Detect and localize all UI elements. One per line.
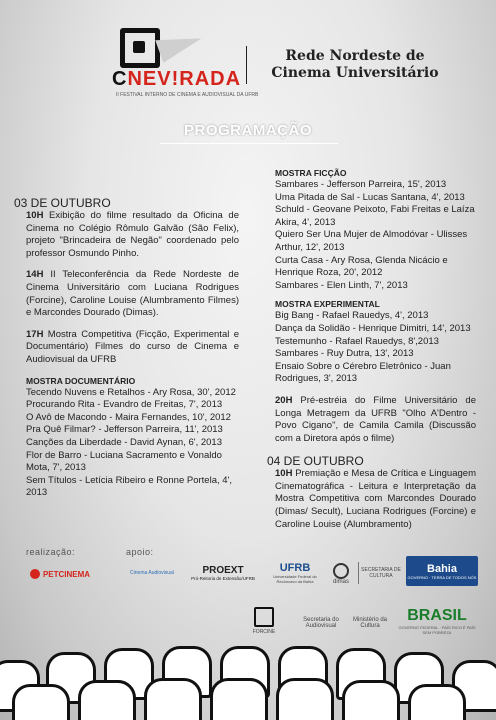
day-heading: 04 DE OUTUBRO [267, 454, 364, 469]
brasil-logo: BRASIL GOVERNO FEDERAL · PAÍS RICO É PAÍS SEM POBREZA [398, 607, 476, 635]
list-item: Pra Quê Filmar? - Jefferson Parreira, 11', 2013 [26, 424, 223, 436]
list-item: Flor de Barro - Luciana Sacramento e Vonaldo Mota, 7', 2013 [26, 449, 222, 474]
day-heading: 03 DE OUTUBRO [14, 196, 111, 210]
rede-nordeste-title: Rede Nordeste de Cinema Universitário [271, 48, 439, 81]
forcine-icon [254, 607, 274, 627]
event-block: 20H Pré-estréia do Filme Universitário de Longa Metragem da UFRB "Olho A'Dentro - Povo Cigano", de Camila Camila (Discussão com a Diretora após o filme) [275, 394, 476, 444]
list-item: Uma Pitada de Sal - Lucas Santana, 4', 2013 [275, 191, 465, 203]
header-divider [246, 46, 247, 84]
list-item: Big Bang - Rafael Rauedys, 4', 2013 [275, 310, 429, 322]
petcinema-logo: PETCINEMA [26, 562, 94, 586]
list-item: Sambares - Elen Linth, 7', 2013 [275, 279, 408, 291]
list-item: Quiero Ser Una Mujer de Almodóvar - Ulisses Arthur, 12', 2013 [275, 229, 468, 253]
list-item: Sem Títulos - Letícia Ribeiro e Ronne Portela, 4', 2013 [26, 474, 232, 499]
list-item: O Avô de Macondo - Maira Fernandes, 10', 2012 [26, 411, 231, 423]
cinema-seats-illustration [0, 640, 496, 720]
cinevirada-logo [112, 24, 259, 104]
list-item: Sambares - Jefferson Parreira, 15', 2013 [275, 179, 447, 190]
realizacao-label: realização: [26, 547, 76, 557]
list-item: Procurando Rita - Evandro de Freitas, 7', 2013 [26, 399, 223, 411]
forcine-logo: FORCINE [244, 604, 284, 638]
event-block: 17H Mostra Competitiva (Ficção, Experimental e Documentário) Filmes do curso de Cinema e Audiovisual da UFRB [26, 328, 239, 365]
list-item: Curta Casa - Ary Rosa, Glenda Nicácio e Henrique Roza, 20', 2012 [275, 254, 448, 279]
list-item: Testemunho - Rafael Rauedys, 8',2013 [275, 335, 439, 347]
cine-audiovisual-logo: Cinema Audiovisual [130, 570, 174, 576]
bahia-logo: Bahia GOVERNO · TERRA DE TODOS NÓS [406, 556, 478, 586]
event-block: 14H II Teleconferência da Rede Nordeste de Cinema Universitário com Luciana Rodrigues (Forcine), Caroline Louise (Alumbramento Filmes) e Marcondes Dourado (Dimas). [26, 269, 239, 319]
logo-subtitle: II FESTIVAL INTERNO DE CINEMA E AUDIOVISUAL DA UFRB [116, 92, 259, 98]
list-item: Dança da Solidão - Henrique Dimitri, 14', 2013 [275, 322, 471, 334]
cultura-logo: Ministério da Cultura [352, 617, 387, 629]
ufrb-logo: UFRB Universidade Federal do Recôncavo da Bahia [273, 562, 317, 584]
dimas-logo: dimas [328, 560, 354, 588]
secult-logo: SECRETARIA DE CULTURA [358, 562, 403, 584]
logo-wordmark: CNEV!RADA [112, 68, 242, 90]
list-item: Sambares - Ruy Dutra, 13', 2013 [275, 348, 414, 360]
event-block: 10H Exibição do filme resultado da Oficina de Cinema no Colégio Rômulo Galvão (São Felix), projeto "Brincadeira de Negão" coordenado pelo professor Osmundo Pinho. [26, 210, 239, 259]
camera-icon [120, 28, 160, 68]
section-heading: MOSTRA EXPERIMENTAL [275, 299, 380, 310]
list-item: Ensaio Sobre o Cérebro Eletrônico - Juan Rodrigues, 3', 2013 [275, 360, 451, 385]
left-column [14, 196, 239, 500]
audiovisual-logo: Secretaria do Audiovisual [303, 617, 339, 629]
title-underline [160, 143, 338, 144]
projector-beam-icon [155, 25, 205, 63]
apoio-label: apoio: [126, 547, 154, 557]
section-heading: MOSTRA DOCUMENTÁRIO [26, 375, 136, 386]
dimas-icon [333, 563, 349, 579]
list-item: Canções da Liberdade - David Aynan, 6', 2013 [26, 436, 222, 448]
petcinema-icon [30, 569, 40, 579]
proext-logo: PROEXT Pró-Reitoria de Extensão/UFRB [191, 565, 255, 581]
page-title: PROGRAMAÇÃO [184, 122, 312, 139]
section-heading: MOSTRA FICÇÃO [275, 168, 347, 178]
event-block: 10H Premiação e Mesa de Crítica e Linguagem Cinematográfica - Leitura e Interpretação da Mostra Competitiva com Marcondes Dourado (Dimas/ Secult), Luciana Rodrigues (Forcine) e Caroline Louise (Alumbramento) [275, 468, 476, 530]
list-item: Schuld - Geovane Peixoto, Fabi Freitas e Laíza Akira, 4', 2013 [275, 204, 475, 228]
list-item: Tecendo Nuvens e Retalhos - Ary Rosa, 30', 2012 [26, 386, 236, 398]
right-column [267, 166, 476, 540]
